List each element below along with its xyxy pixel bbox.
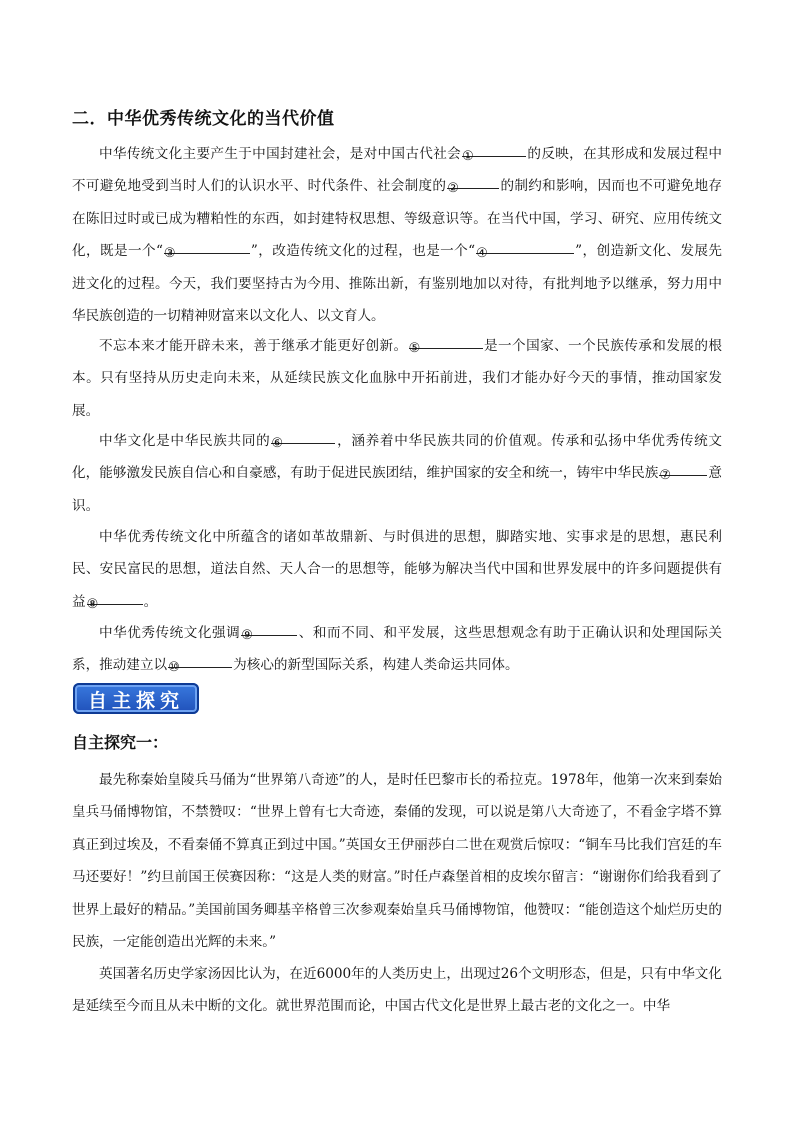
text: 意识。 [72, 465, 723, 514]
fill-blank-8[interactable]: ⑧ [87, 588, 143, 605]
fill-blank-2[interactable]: ② [447, 172, 499, 189]
fill-blank-6[interactable]: ⑥ [271, 427, 335, 444]
fill-blank-3[interactable]: ③ [164, 237, 250, 254]
subheading: 自主探究一： [72, 733, 169, 752]
text: 中华传统文化主要产生于中国封建社会，是对中国古代社会 [99, 146, 462, 162]
text: 中华文化是中华民族共同的 [99, 433, 271, 449]
text: ”，创造新文化、发展先进文化的过程。今天，我们要坚持古为今用、推陈出新，有鉴别地加以对待，有批判地予以继承，努力用中华民族创造的一切精神财富来以文化人、以文育人。 [72, 243, 723, 325]
text: 。 [143, 593, 158, 610]
fill-blank-9[interactable]: ⑨ [241, 619, 297, 636]
fill-blank-7[interactable]: ⑦ [659, 459, 707, 476]
paragraph-7: 英国著名历史学家汤因比认为，在近6000年的人类历史上，出现过26个文明形态，但是，只有中华文化是延续至今而且从未中断的文化。就世界范围而论，中国古代文化是世界上最古老的文化之一。中华 [72, 966, 722, 1015]
text: 是一个国家、一个民族传承和发展的根本。只有坚持从历史走向未来，从延续民族文化血脉中开拓前进，我们才能办好今天的事情，推动国家发展。 [72, 338, 722, 419]
fill-blank-10[interactable]: ⑩ [168, 651, 232, 668]
text: 的制约和影响，因而也不可避免地存在陈旧过时或已成为糟粕性的东西，如封建特权思想、等级意识等。在当代中国，学习、研究、应用传统文化，既是一个“ [72, 178, 723, 260]
fill-blank-5[interactable]: ⑤ [409, 332, 483, 349]
fill-blank-1[interactable]: ① [462, 140, 526, 157]
section-title: 二．中华优秀传统文化的当代价值 [72, 109, 335, 129]
text: 的反映，在其形成和发展过程中不可避免地受到当时人们的认识水平、时代条件、社会制度的 [72, 146, 723, 195]
paragraph-3 [72, 425, 722, 522]
paragraph-2 [72, 330, 722, 427]
paragraph-4 [72, 521, 722, 618]
text: 、和而不同、和平发展，这些思想观念有助于正确认识和处理国际关系，推动建立以 [72, 625, 722, 674]
section-banner [73, 683, 199, 714]
text: 为核心的新型国际关系，构建人类命运共同体。 [233, 657, 519, 674]
text: 中华优秀传统文化强调 [99, 625, 241, 641]
text: ，涵养着中华民族共同的价值观。传承和弘扬中华优秀传统文化，能够激发民族自信心和自豪感，有助于促进民族团结，维护国家的安全和统一，铸牢中华民族 [72, 433, 723, 482]
fill-blank-4[interactable]: ④ [476, 237, 574, 254]
text: 不忘本来才能开辟未来，善于继承才能更好创新。 [99, 338, 408, 354]
banner-label: 自主探究 [87, 690, 184, 712]
paragraph-5 [72, 617, 722, 682]
paragraph-6: 最先称秦始皇陵兵马俑为“世界第八奇迹”的人，是时任巴黎市长的希拉克。1978年，他第一次来到秦始皇兵马俑博物馆，不禁赞叹：“世界上曾有七大奇迹，秦俑的发现，可以说是第八大奇迹了，不看金字塔不算真正到过埃及，不看秦俑不算真正到过中国。”英国女王伊丽莎白二世在观赏后惊叹：“铜车马比我们宫廷的车马还要好！”约旦前国王侯赛因称：“这是人类的财富。”时任卢森堡首相的皮埃尔留言：“谢谢你们给我看到了世界上最好的精品。”美国前国务卿基辛格曾三次参观秦始皇兵马俑博物馆，他赞叹：“能创造这个灿烂历史的民族，一定能创造出光辉的未来。” [72, 772, 722, 951]
text: 中华优秀传统文化中所蕴含的诸如革故鼎新、与时俱进的思想，脚踏实地、实事求是的思想，惠民利民、安民富民的思想，道法自然、天人合一的思想等，能够为解决当代中国和世界发展中的许多问题提供有益 [72, 529, 722, 610]
paragraph-1 [72, 138, 722, 332]
text: ”，改造传统文化的过程，也是一个“ [250, 243, 476, 260]
